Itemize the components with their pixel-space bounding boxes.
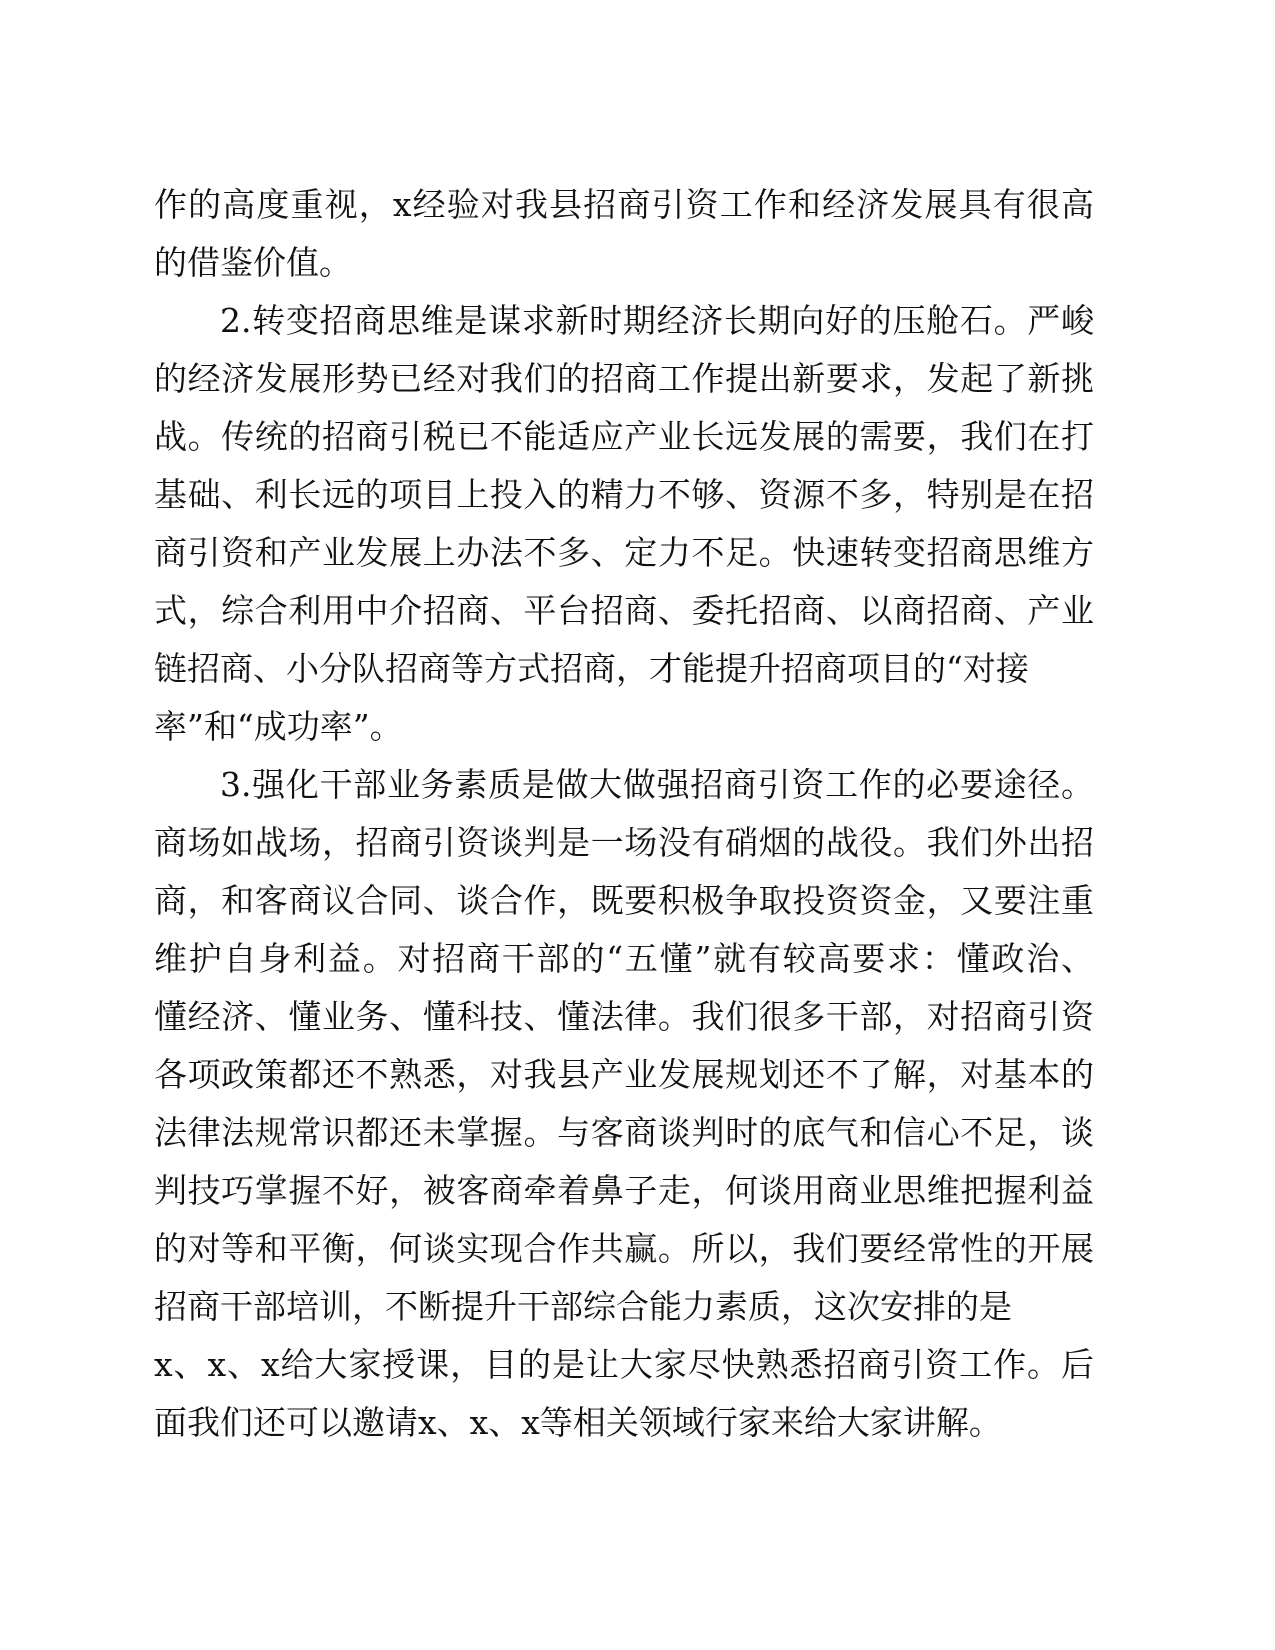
text-line: x、x、x给大家授课，目的是让大家尽快熟悉招商引资工作。后 xyxy=(154,1345,1094,1384)
text-line: 懂经济、懂业务、懂科技、懂法律。我们很多干部，对招商引资 xyxy=(154,997,1094,1036)
text-line: 链招商、小分队招商等方式招商，才能提升招商项目的“对接 xyxy=(154,649,1029,688)
text-line: 基础、利长远的项目上投入的精力不够、资源不多，特别是在招 xyxy=(154,475,1094,514)
document-body xyxy=(154,176,1094,1452)
text-line: 面我们还可以邀请x、x、x等相关领域行家来给大家讲解。 xyxy=(154,1403,1002,1442)
text-line: 招商干部培训，不断提升干部综合能力素质，这次安排的是 xyxy=(154,1287,1012,1326)
text-line: 商，和客商议合同、谈合作，既要积极争取投资资金，又要注重 xyxy=(154,881,1094,920)
text-line: 商引资和产业发展上办法不多、定力不足。快速转变招商思维方 xyxy=(154,533,1094,572)
text-line: 商场如战场，招商引资谈判是一场没有硝烟的战役。我们外出招 xyxy=(154,823,1094,862)
text-line: 战。传统的招商引税已不能适应产业长远发展的需要，我们在打 xyxy=(154,417,1094,456)
text-line: 率”和“成功率”。 xyxy=(154,707,403,746)
paragraph-heading-line: 3.强化干部业务素质是做大做强招商引资工作的必要途径。 xyxy=(220,765,1094,804)
text-line: 的经济发展形势已经对我们的招商工作提出新要求，发起了新挑 xyxy=(154,359,1094,398)
text-line: 的对等和平衡，何谈实现合作共赢。所以，我们要经常性的开展 xyxy=(154,1229,1094,1268)
text-line: 判技巧掌握不好，被客商牵着鼻子走，何谈用商业思维把握利益 xyxy=(154,1171,1094,1210)
text-line: 各项政策都还不熟悉，对我县产业发展规划还不了解，对基本的 xyxy=(154,1055,1094,1094)
text-line: 维护自身利益。对招商干部的“五懂”就有较高要求：懂政治、 xyxy=(154,939,1094,978)
text-line: 式，综合利用中介招商、平台招商、委托招商、以商招商、产业 xyxy=(154,591,1094,630)
paragraph-heading-line: 2.转变招商思维是谋求新时期经济长期向好的压舱石。严峻 xyxy=(220,301,1094,340)
text-line: 法律法规常识都还未掌握。与客商谈判时的底气和信心不足，谈 xyxy=(154,1113,1094,1152)
text-line: 作的高度重视，x经验对我县招商引资工作和经济发展具有很高 xyxy=(154,185,1094,224)
text-line: 的借鉴价值。 xyxy=(154,243,352,282)
